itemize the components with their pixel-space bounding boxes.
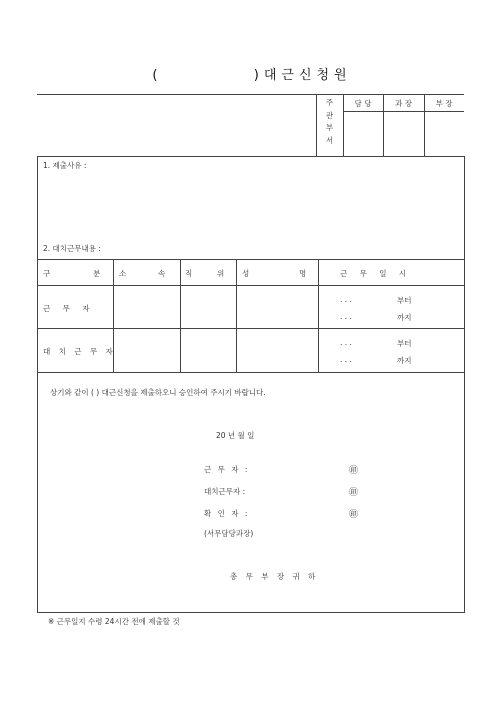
signer-substitute-label: 대치근무자 : [204, 487, 246, 496]
seal-icon: ㊞ [349, 466, 359, 476]
th-position-left: 직 [185, 269, 193, 278]
row-worker-to: 까지 [397, 313, 412, 322]
row-substitute-from: 부터 [397, 339, 412, 348]
th-name-right: 명 [299, 269, 307, 278]
form-title: ( )대근신청원 [152, 68, 352, 83]
th-name-left: 성 [242, 269, 250, 278]
row-worker-from: 부터 [397, 296, 412, 305]
row-worker-from-dots: . . . [340, 295, 352, 304]
approval-header-director: 부 장 [435, 99, 453, 108]
section-reason-label: 1. 제출사유 : [43, 161, 87, 170]
row-substitute-to-dots: . . . [340, 355, 352, 364]
addressee: 총 무 부 장 귀 하 [230, 572, 319, 581]
seal-icon: ㊞ [349, 510, 359, 520]
row-substitute-from-dots: . . . [340, 338, 352, 347]
approval-header-section-chief: 과 장 [395, 99, 412, 108]
th-work-datetime: 근 무 일 시 [340, 269, 412, 278]
th-category-left: 구 [43, 269, 51, 278]
date-line: 20 년 월 일 [216, 431, 255, 440]
footnote: ※ 근무일지 수령 24시간 전에 제출할 것 [48, 617, 180, 626]
row-substitute-label: 대 치 근 무 자 [43, 347, 116, 356]
signer-confirmer-label: 확 인 자 : [204, 509, 250, 518]
confirmer-title-note: (서무담당과장) [204, 529, 254, 538]
approval-header-staff: 담 당 [354, 99, 372, 108]
row-worker-to-dots: . . . [340, 312, 352, 321]
th-affiliation-right: 속 [158, 269, 166, 278]
section-substitute-label: 2. 대치근무내용 : [43, 244, 101, 253]
row-worker-label: 근 무 자 [43, 304, 95, 313]
signer-worker-label: 근 무 자 : [204, 465, 250, 474]
approval-dept-label: 주 관 부 서 [325, 98, 334, 145]
request-statement: 상기와 같이 ( ) 대근신청을 제출하오니 승인하여 주시기 바랍니다. [50, 388, 266, 397]
th-position-right: 위 [217, 269, 225, 278]
row-substitute-to: 까지 [397, 356, 412, 365]
th-category-right: 분 [93, 269, 101, 278]
seal-icon: ㊞ [349, 488, 359, 498]
th-affiliation-left: 소 [119, 269, 127, 278]
